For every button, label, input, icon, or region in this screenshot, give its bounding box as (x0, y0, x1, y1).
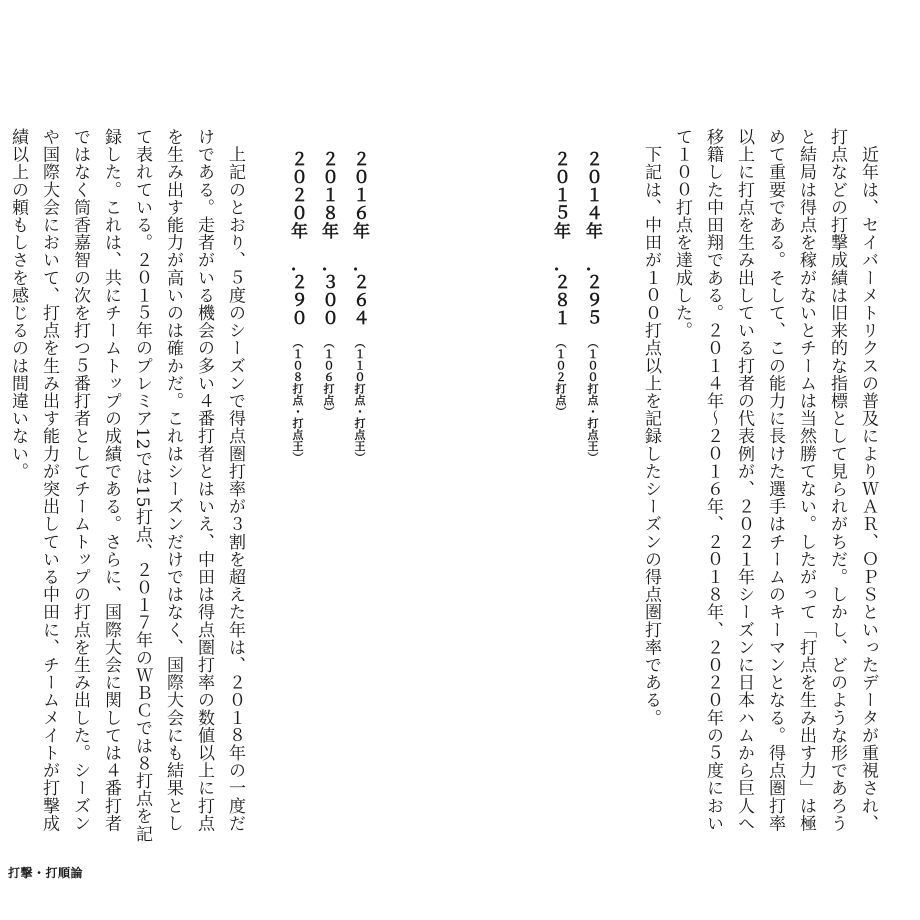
paragraph1-line-7: て１００打点を達成した。 (672, 128, 692, 340)
paragraph2-line-1: 上記のとおり、５度のシーズンで得点圏打率が３割を超えた年は、２０１８年の一度だ (225, 128, 245, 832)
paragraph2-line-4: て表れている。２０１５年のプレミア12では15打点、２０１７年のＷＢＣでは８打点を記 (132, 128, 152, 843)
stat-row-2014 (578, 150, 606, 463)
paragraph2-line-5: 録した。これは、共にチームトップの成績である。さらに、国際大会に関しては４番打者 (101, 128, 121, 832)
stat-rbi: （１０２打点） (554, 336, 567, 418)
stat-average: .２９５ (582, 266, 602, 327)
paragraph1-line-8: 下記は、中田が１００打点以上を記録したシーズンの得点圏打率である。 (641, 128, 661, 727)
paragraph1-line-2: 打点などの打撃成績は旧来的な指標として見られがちだ。しかし、どのような形であろう (827, 128, 847, 832)
stat-rbi: （１１０打点・打点王） (353, 336, 366, 464)
stat-row-2015 (546, 150, 574, 417)
stat-row-2018 (314, 150, 342, 417)
paragraph1-line-3: と結局は得点を稼がないとチームは当然勝てない。したがって「打点を生み出す力」は極 (796, 128, 816, 832)
paragraph1-line-4: めて重要である。そして、この能力に長けた選手はチームのキーマンとなる。得点圏打率 (765, 128, 785, 832)
stat-rbi: （１０８打点・打点王） (291, 336, 304, 464)
stat-rbi: （１００打点・打点王） (586, 336, 599, 464)
paragraph2-line-7: や国際大会において、打点を生み出す能力が突出している中田に、チームメイトが打撃成 (39, 128, 59, 832)
stat-rbi: （１０６打点） (322, 336, 335, 418)
paragraph2-line-8: 績以上の頼もしさを感じるのは間違いない。 (8, 128, 28, 480)
paragraph1-line-5: 以上に打点を生み出している打者の代表例が、２０２１年シーズンに日本ハムから巨人へ (734, 128, 754, 832)
stat-year: ２０１６年 (349, 150, 369, 240)
paragraph1-line-6: 移籍した中田翔である。２０１４年〜２０１６年、２０１８年、２０２０年の５度におい (703, 128, 723, 832)
stat-average: .３００ (318, 266, 338, 327)
stat-year: ２０２０年 (287, 150, 307, 240)
stat-average: .２６４ (349, 266, 369, 327)
stat-year: ２０１８年 (318, 150, 338, 240)
running-footer-title: 打撃・打順論 (8, 866, 84, 880)
paragraph1-line-1: 近年は、セイバーメトリクスの普及によりＷＡＲ、ＯＰＳといったデータが重視され、 (858, 128, 878, 832)
paragraph2-line-6: ではなく筒香嘉智の次を打つ５番打者としてチームトップの打点を生み出した。シーズン (70, 128, 90, 832)
stat-row-2020 (283, 150, 311, 463)
stat-row-2016 (345, 150, 373, 463)
stat-average: .２８１ (550, 266, 570, 327)
paragraph2-line-3: を生み出す能力が高いのは確かだ。これはシーズンだけではなく、国際大会にも結果とし (163, 128, 183, 832)
stat-average: .２９０ (287, 266, 307, 327)
stat-year: ２０１４年 (582, 150, 602, 240)
paragraph2-line-2: けである。走者がいる機会の多い４番打者とはいえ、中田は得点圏打率の数値以上に打点 (194, 128, 214, 832)
stat-year: ２０１５年 (550, 150, 570, 240)
